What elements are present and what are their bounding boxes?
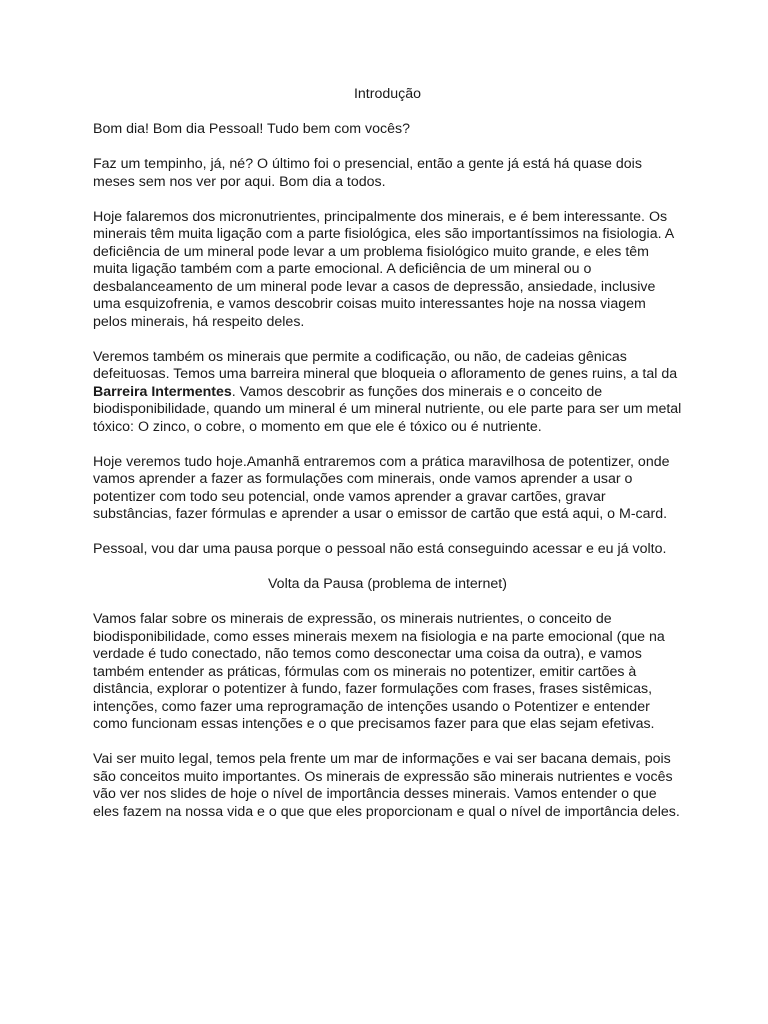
paragraph-3-text-after: . Vamos descobrir as funções dos minerais e o conceito de biodisponibilidade, quando um mineral é um mineral nutriente, ou ele parte para ser um metal tóxico: O zinco, o cobre, o momento em que ele é tóxico ou é nutriente. [93,383,682,435]
paragraph-5: Pessoal, vou dar uma pausa porque o pessoal não está conseguindo acessar e eu já volto. [93,541,667,557]
paragraph-3-text-before: Veremos também os minerais que permite a codificação, ou não, de cadeias gênicas defeituosas. Temos uma barreira mineral que bloqueia o afloramento de genes ruins, a tal da [93,348,678,382]
section-heading: Volta da Pausa (problema de internet) [268,576,507,592]
document-page [93,86,682,839]
paragraph-2: Hoje falaremos dos micronutrientes, principalmente dos minerais, e é bem interessante. Os minerais têm muita ligação com a parte fisiológica, eles são importantíssimos na fisiologia. A deficiência de um mineral pode levar a um problema fisiológico muito grande, e eles têm muita ligação também com a parte emocional. A deficiência de um mineral ou o desbalanceamento de um mineral pode levar a casos de depressão, ansiedade, inclusive uma esquizofrenia, e vamos descobrir coisas muito interessantes hoje na nossa viagem pelos minerais, há respeito deles. [93,208,674,330]
paragraph-6: Vamos falar sobre os minerais de expressão, os minerais nutrientes, o conceito de biodisponibilidade, como esses minerais mexem na fisiologia e na parte emocional (que na verdade é tudo conectado, não temos como desconectar uma coisa da outra), e vamos também entender as práticas, fórmulas com os minerais no potentizer, emitir cartões à distância, explorar o potentizer à fundo, fazer formulações com frases, frases sistêmicas, intenções, como fazer uma reprogramação de intenções usando o Potentizer e entender como funcionam essas intenções e o que precisamos fazer para que elas sejam efetivas. [93,611,665,732]
paragraph-7: Vai ser muito legal, temos pela frente um mar de informações e vai ser bacana demais, pois são conceitos muito importantes. Os minerais de expressão são minerais nutrientes e vocês vão ver nos slides de hoje o nível de importância desses minerais. Vamos entender o que eles fazem na nossa vida e o que que eles proporcionam e qual o nível de importância deles. [93,751,680,820]
barreira-intermentes-bold: Barreira Intermentes [93,383,232,400]
document-title: Introdução [353,86,422,102]
paragraph-1: Faz um tempinho, já, né? O último foi o presencial, então a gente já está há quase dois meses sem nos ver por aqui. Bom dia a todos. [93,156,642,190]
greeting-paragraph: Bom dia! Bom dia Pessoal! Tudo bem com vocês? [93,121,411,137]
paragraph-3 [93,349,682,437]
paragraph-4: Hoje veremos tudo hoje.Amanhã entraremos com a prática maravilhosa de potentizer, onde vamos aprender a fazer as formulações com minerais, onde vamos aprender a usar o potentizer com todo seu potencial, onde vamos aprender a gravar cartões, gravar substâncias, fazer fórmulas e aprender a usar o emissor de cartão que está aqui, o M-card. [93,453,670,522]
